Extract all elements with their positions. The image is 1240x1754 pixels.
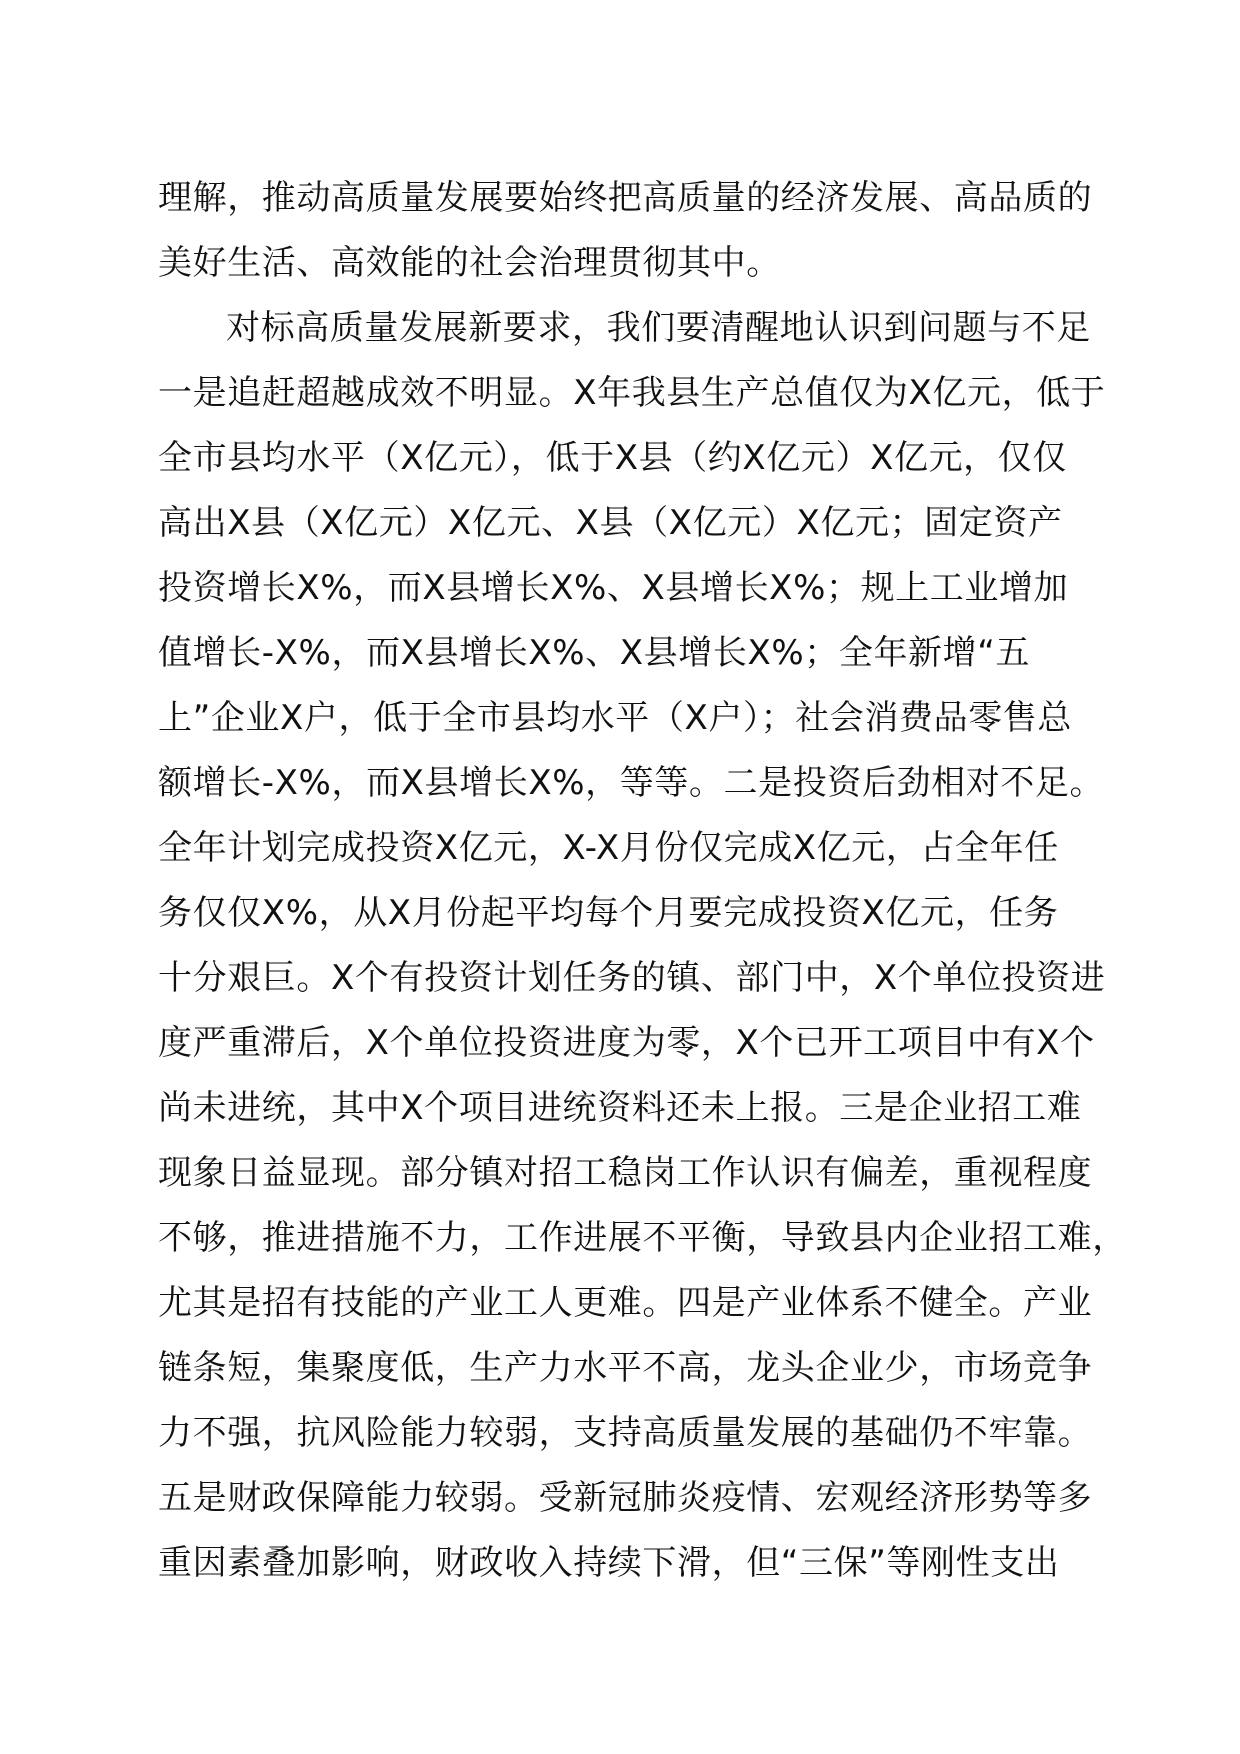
text-line: 力不强，抗风险能力较弱，支持高质量发展的基础仍不牢靠。 [158, 1413, 1093, 1453]
paragraph-first-line: 对标高质量发展新要求，我们要清醒地认识到问题与不足 [226, 308, 1091, 348]
text-line: 五是财政保障能力较弱。受新冠肺炎疫情、宏观经济形势等多 [158, 1478, 1093, 1518]
text-line: 全年计划完成投资X亿元，X-X月份仅完成X亿元，占全年任 [158, 828, 1059, 868]
text-line: 额增长-X%，而X县增长X%，等等。二是投资后劲相对不足。 [158, 763, 1105, 803]
text-line: 投资增长X%，而X县增长X%、X县增长X%；规上工业增加 [158, 568, 1069, 608]
text-line: 重因素叠加影响，财政收入持续下滑，但“三保”等刚性支出 [158, 1543, 1060, 1583]
text-line: 尤其是招有技能的产业工人更难。四是产业体系不健全。产业 [158, 1283, 1093, 1323]
text-line: 高出X县（X亿元）X亿元、X县（X亿元）X亿元；固定资产 [158, 503, 1063, 543]
text-line: 美好生活、高效能的社会治理贯彻其中。 [158, 243, 781, 283]
text-line: 值增长-X%，而X县增长X%、X县增长X%；全年新增“五 [158, 633, 1031, 673]
text-line: 现象日益显现。部分镇对招工稳岗工作认识有偏差，重视程度 [158, 1153, 1093, 1193]
text-line: 度严重滞后，X个单位投资进度为零，X个已开工项目中有X个 [158, 1023, 1095, 1063]
text-line: 务仅仅X%，从X月份起平均每个月要完成投资X亿元，任务 [158, 893, 1059, 933]
text-line: 链条短，集聚度低，生产力水平不高，龙头企业少，市场竞争 [158, 1348, 1093, 1388]
text-line: 上”企业X户，低于全市县均水平（X户）；社会消费品零售总 [158, 698, 1072, 738]
text-line: 不够，推进措施不力，工作进展不平衡，导致县内企业招工难， [158, 1218, 1127, 1258]
body-text [158, 166, 1127, 1596]
text-line: 全市县均水平（X亿元），低于X县（约X亿元）X亿元，仅仅 [158, 438, 1067, 478]
text-line: 一是追赶超越成效不明显。X年我县生产总值仅为X亿元，低于 [158, 373, 1106, 413]
text-line: 十分艰巨。X个有投资计划任务的镇、部门中，X个单位投资进 [158, 958, 1106, 998]
text-line: 理解，推动高质量发展要始终把高质量的经济发展、高品质的 [158, 178, 1093, 218]
text-line: 尚未进统，其中X个项目进统资料还未上报。三是企业招工难 [158, 1088, 1082, 1128]
